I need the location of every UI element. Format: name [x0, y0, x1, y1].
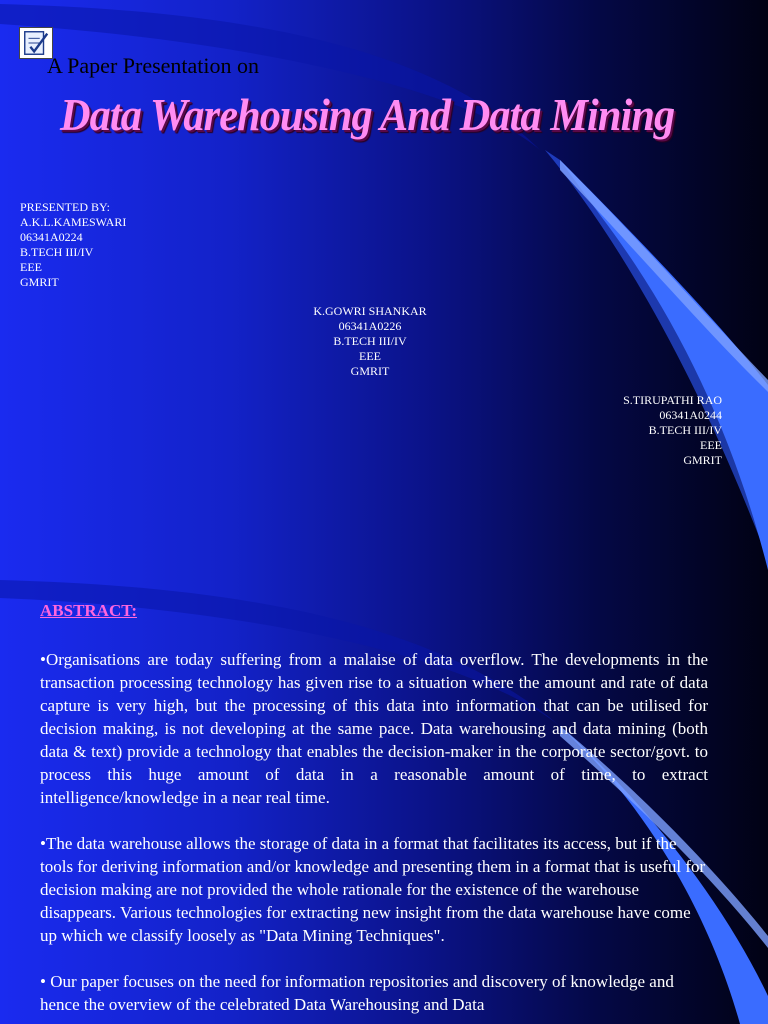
abstract-paragraph: •The data warehouse allows the storage of data in a format that facilitates its access, but if the tools for deriving information and/or knowledge and presenting them in a format that is useful for decision making are not provided the whole rationale for the existence of the warehouse disappears. Various technologies for extracting new insight from the data warehouse have come up which we classify loosely as "Data Mining Techniques".	[40, 834, 706, 945]
abstract-paragraph: • Our paper focuses on the need for information repositories and discovery of knowledge and hence the overview of the celebrated Data Warehousing and Data	[40, 972, 674, 1014]
presenter-line: B.TECH III/IV	[648, 423, 722, 437]
presenter-block-3	[623, 393, 722, 468]
presenter-line: A.K.L.KAMESWARI	[20, 215, 127, 229]
presentation-subtitle: A Paper Presentation on	[47, 53, 260, 78]
presenter-line: 06341A0244	[659, 408, 722, 422]
presenter-block-1	[20, 200, 126, 290]
abstract-body	[40, 648, 708, 1024]
presenter-line: B.TECH III/IV	[20, 245, 94, 259]
presenter-block-2	[290, 304, 450, 379]
abstract-paragraph: •Organisations are today suffering from a malaise of data overflow. The developments in the transaction processing technology has given rise to a situation where the amount and rate of data capture is very high, but the processing of this data into information that can be utilised for decision making, is not developing at the same pace. Data warehousing and data mining (both data & text) provide a technology that enables the decision-maker in the corporate sector/govt. to process this huge amount of data in a reasonable amount of time, to extract intelligence/knowledge in a near real time.	[40, 650, 708, 807]
presentation-title: Data Warehousing And Data Mining	[60, 89, 675, 140]
presenter-line: EEE	[20, 260, 42, 274]
presenter-line: EEE	[359, 349, 381, 363]
presenter-line: GMRIT	[683, 453, 722, 467]
presenter-line: S.TIRUPATHI RAO	[623, 393, 722, 407]
presenter-line: PRESENTED BY:	[20, 200, 110, 214]
presenter-line: K.GOWRI SHANKAR	[313, 304, 427, 318]
presenter-line: GMRIT	[20, 275, 59, 289]
abstract-heading: ABSTRACT:	[40, 601, 137, 620]
presenter-line: 06341A0224	[20, 230, 83, 244]
presenter-line: EEE	[700, 438, 722, 452]
presenter-line: GMRIT	[350, 364, 390, 378]
presenter-line: 06341A0226	[338, 319, 402, 333]
presenter-line: B.TECH III/IV	[333, 334, 407, 348]
